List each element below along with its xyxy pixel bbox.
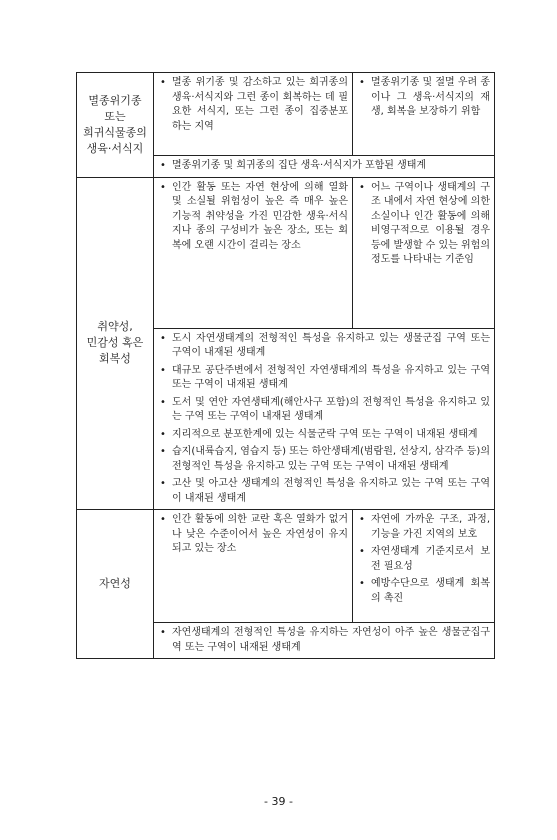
example-bullet: • 도시 자연생태계의 전형적인 특성을 유지하고 있는 생물군집 구역 또는 구역이 내재된 생태계 xyxy=(159,332,490,361)
purpose-bullet: • 멸종위기종 및 절멸 우려 종이나 그 생육·서식지의 재생, 회복을 보장하기 위함 xyxy=(358,76,490,120)
criterion-label-line: 희귀식물종의 xyxy=(83,125,147,139)
example-cell xyxy=(154,623,495,659)
example-bullet: • 대규모 공단주변에서 전형적인 자연생태계의 특성을 유지하고 있는 구역 또는 구역이 내재된 생태계 xyxy=(159,364,490,393)
definition-bullet: • 멸종 위기종 및 감소하고 있는 희귀종의 생육·서식지와 그런 종이 회복하는 데 필요한 서식지, 또는 그런 종이 집중분포 하는 지역 xyxy=(159,76,348,134)
criterion-label-line: 또는 xyxy=(104,109,126,123)
example-bullet: • 자연생태계의 전형적인 특성을 유지하는 자연성이 아주 높은 생물군집구역 또는 구역이 내재된 생태계 xyxy=(159,626,490,655)
purpose-bullet: • 어느 구역이나 생태계의 구조 내에서 자연 현상에 의한 소실이나 인간 활동에 의해 비영구적으로 이용될 경우 등에 발생할 수 있는 위험의 정도를 나타내는 기준임 xyxy=(358,181,490,268)
example-cell xyxy=(154,328,495,510)
purpose-bullet: • 자연생태계 기준지로서 보전 필요성 xyxy=(358,545,490,574)
definition-bullet: • 인간 활동에 의한 교란 혹은 열화가 없거나 낮은 수준이어서 높은 자연성이 유지되고 있는 장소 xyxy=(159,513,348,557)
example-bullet: • 지리적으로 분포한계에 있는 식물군락 구역 또는 구역이 내재된 생태계 xyxy=(159,428,490,443)
example-bullet: • 멸종위기종 및 희귀종의 집단 생육·서식지가 포함된 생태계 xyxy=(159,159,490,174)
criterion-label-cell xyxy=(77,177,154,510)
definition-cell xyxy=(154,73,353,156)
purpose-bullet: • 자연에 가까운 구조, 과정, 기능을 가진 지역의 보호 xyxy=(358,513,490,542)
criteria-row-2 xyxy=(77,177,495,328)
purpose-cell xyxy=(353,510,495,623)
criteria-row-1 xyxy=(77,73,495,156)
purpose-cell xyxy=(353,73,495,156)
page-number: - 39 - xyxy=(264,795,293,808)
criteria-row-3 xyxy=(77,510,495,623)
criterion-label-line: 자연성 xyxy=(99,577,131,590)
example-bullet: • 습지(내륙습지, 염습지 등) 또는 하안생태계(범람원, 선상지, 삼각주 등)의 전형적인 특성을 유지하고 있는 구역 또는 구역이 내재된 생태계 xyxy=(159,445,490,474)
example-cell xyxy=(154,156,495,178)
definition-cell xyxy=(154,510,353,623)
criteria-table xyxy=(76,72,495,659)
purpose-cell xyxy=(353,177,495,328)
definition-bullet: • 인간 활동 또는 자연 현상에 의해 열화 및 소실될 위험성이 높은 즉 매우 높은 기능적 취약성을 가진 민감한 생육·서식지나 종의 구성비가 높은 장소, 또는 회복에 오랜 시간이 걸리는 장소 xyxy=(159,181,348,254)
criterion-label-line: 회복성 xyxy=(99,352,131,366)
example-bullet: • 도서 및 연안 자연생태계(해안사구 포함)의 전형적인 특성을 유지하고 있는 구역 또는 구역이 내재된 생태계 xyxy=(159,396,490,425)
example-bullet: • 고산 및 아고산 생태계의 전형적인 특성을 유지하고 있는 구역 또는 구역이 내재된 생태계 xyxy=(159,477,490,506)
criterion-label-line: 생육·서식지 xyxy=(86,141,144,155)
purpose-bullet: • 예방수단으로 생태계 회복의 촉진 xyxy=(358,577,490,606)
criterion-label-cell xyxy=(77,510,154,659)
criterion-label-cell xyxy=(77,73,154,178)
definition-cell xyxy=(154,177,353,328)
criterion-label-line: 멸종위기종 xyxy=(88,93,142,107)
criterion-label-line: 취약성, xyxy=(97,320,133,334)
criterion-label-line: 민감성 혹은 xyxy=(86,336,144,350)
